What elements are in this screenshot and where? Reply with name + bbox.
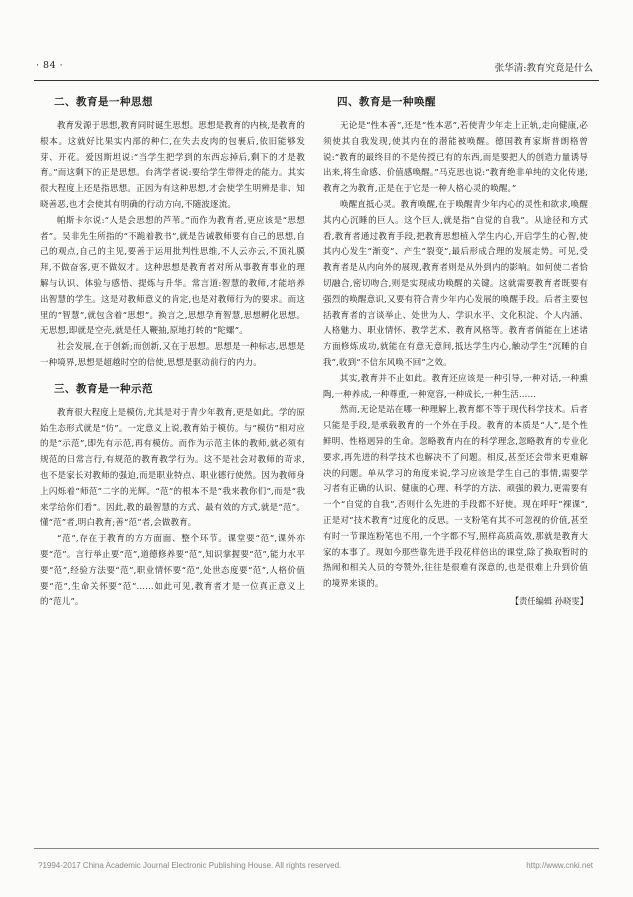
header-rule [34, 80, 599, 81]
paragraph: 唤醒直抵心灵。教育唤醒,在于唤醒青少年内心的灵性和欲求,唤醒其内心沉睡的巨人。这个巨人,就是指“自觉的自我”。从途径和方式看,教育者通过教育手段,把教育思想植入学生内心,开启学生的心智,使其内心发生“渐变”、产生“裂变”,最后形成合理的发展走势。可见,受教育者是从内向外的展现,教育者则是从外到内的影响。如何使二者恰切融合,密切吻合,则是实现成功唤醒的关键。这就需要教育者既要有强烈的唤醒意识,又要有符合青少年内心发展的唤醒手段。后者主要包括教育者的言谈举止、处世为人、学识水平、文化积淀、个人内涵、人格魅力、职业情怀、教学艺术、教育风格等。教育者倘能在上述诸方面修炼成功,就能在有意无意间,抵达学生内心,触动学生“沉睡的自我”,收到“不信东风唤不回”之效。 [323, 199, 588, 368]
paragraph: “范”,存在于教育的方方面面、整个环节。课堂要“范”,课外亦要“范”。言行举止要“范”,道德修养要“范”,知识掌握要“范”,能力水平要“范”,经验方法要“范”,职业情怀要“范”,处世态度要“范”,人格价值要“范”,生命关怀要“范”……如此可见,教育者才是一位真正意义上的“范儿”。 [40, 534, 305, 608]
section-heading-demonstration: 三、教育是一种示范 [54, 382, 153, 395]
page-number: · 84 · [36, 60, 64, 71]
paragraph: 然而,无论是站在哪一种理解上,教育都不等于现代科学技术。后者只能是手段,是承载教育的一个外在手段。教育的本质是“人”,是个性鲜明、性格迥异的生命。忽略教育内在的科学理念,忽略教育的专业化要求,再先进的科学技术也解决不了问题。相反,甚至还会带来更难解决的问题。单从学习的角度来说,学习应该是学生自己的事情,需要学习者有正确的认识、健康的心理、科学的方法、顽强的毅力,更需要有一个“自觉的自我”,否则什么先进的手段都不好使。现在呼吁“裸课”,正是对“技术教育”过度化的反思。一支粉笔有其不可忽视的价值,甚至有时一节课连粉笔也不用,一个字都不写,照样高质高效,那就是教育大家的本事了。现如今那些靠先进手段花样倍出的课堂,除了换取暂时的热闹和相关人员的夸赞外,往往是很难有深意的,也是很难上升到价值的境界来谈的。 [323, 405, 588, 590]
paragraph: 社会发展,在于创新;而创新,又在于思想。思想是一种标志,思想是一种境界,思想是超越时空的信使,思想是驱动前行的内力。 [40, 342, 305, 368]
footer-rule [34, 848, 599, 849]
paragraph: 无论是“性本善”,还是“性本恶”,若使青少年走上正轨,走向健康,必须使其自我发现,使其内在的潜能被唤醒。德国教育家斯普朗格曾说:“教育的最终目的不是传授已有的东西,而是要把人的创造力量诱导出来,将生命感、价值感唤醒。”马克思也说:“教育绝非单纯的文化传递,教育之为教育,正是在于它是一种人格心灵的唤醒。” [323, 121, 588, 195]
paragraph: 其实,教育并不止如此。教育还应该是一种引导,一种对话,一种熏陶,一种养成,一种尊重,一种宽容,一种成长,一种生活…… [323, 373, 588, 400]
running-head: 张华清:教育究竟是什么 [494, 63, 593, 74]
right-column [323, 90, 588, 607]
copyright-notice: ?1994-2017 China Academic Journal Electronic Publishing House. All rights reserved. [38, 861, 342, 870]
site-url[interactable]: http://www.cnki.net [526, 861, 593, 870]
editor-note: 【责任编辑 孙晓雯】 [510, 595, 588, 606]
paragraph: 教育发源于思想,教育同时诞生思想。思想是教育的内核,是教育的根本。这就好比果实内部的种仁,在失去皮肉的包裹后,依旧能够发芽、开花。爱因斯坦说:“当学生把学到的东西忘掉后,剩下的才是教育。”而这剩下的正是思想。台湾学者说:要给学生带得走的能力。其实很大程度上还是指思想。正因为有这种思想,才会使学生明辨是非、知晓善恶,也才会使其有明确的行动方向,不随波逐流。 [40, 121, 305, 210]
paragraph: 教育很大程度上是模仿,尤其是对于青少年教育,更是如此。学的原始生态形式就是“仿”。一定意义上说,教育始于模仿。与“模仿”相对应的是“示范”,即先有示范,再有模仿。而作为示范主体的教师,就必须有规范的日常言行,有规范的教育教学行为。这不是社会对教师的苛求,也不是家长对教师的强迫,而是职业特点、职业德行使然。因为教师身上闪烁着“师范”二字的光辉。“范”的根本不是“我来教你们”,而是“我来学给你们看”。因此,教的最智慧的方式、最有效的方式,就是“范”。懂“范”者,明白教育;善“范”者,会做教育。 [40, 407, 305, 529]
paragraph: 帕斯卡尔说:“人是会思想的芦苇。”而作为教育者,更应该是“思想者”。吴非先生所指的“不跪着教书”,就是告诫教师要有自己的思想,自己的观点,自己的主见,要善于运用批判性思维,不人云亦云,不顶礼膜拜,不做奋客,更不做奴才。这种思想是教育者对所从事教育事业的理解与认识、体验与感悟、提炼与升华。常言道:智慧的教师,才能培养出智慧的学生。这是对教师意义的肯定,也是对教师行为的要求。而这里的“智慧”,就包含着“思想”。换言之,思想孕育智慧,思想孵化思想。无思想,即就是空壳,就是任人鞭抽,原地打转的“陀螺”。 [40, 215, 305, 337]
section-heading-awakening: 四、教育是一种唤醒 [337, 96, 436, 108]
left-column [40, 90, 305, 611]
section-heading-thought: 二、教育是一种思想 [54, 96, 153, 108]
